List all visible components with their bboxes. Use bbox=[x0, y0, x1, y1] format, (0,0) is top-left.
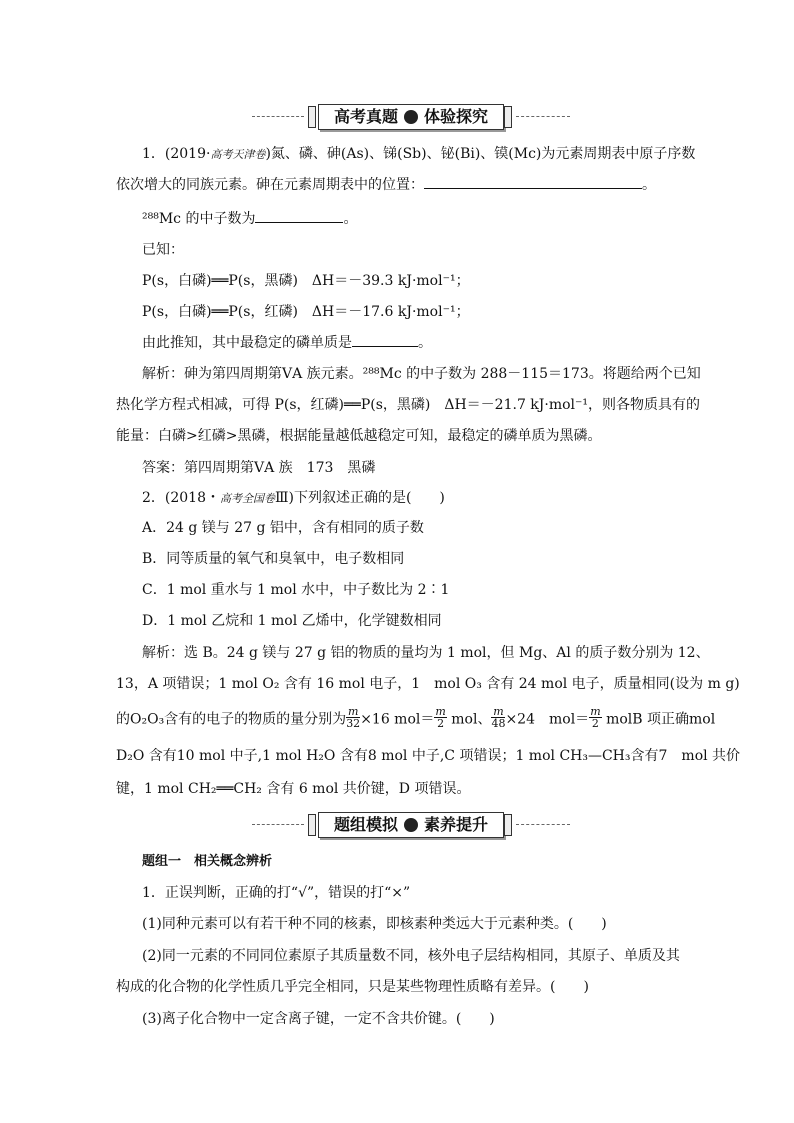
q1-answer: 答案：第四周期第ⅤA 族 173 黑磷 bbox=[142, 460, 376, 476]
fraction-m-2 bbox=[434, 706, 446, 729]
fraction-denominator: 2 bbox=[437, 717, 445, 730]
banner-dot-icon bbox=[404, 818, 418, 832]
q1-line7 bbox=[142, 332, 432, 353]
q1-analysis-1: 解析：砷为第四周期第ⅤA 族元素。²⁸⁸Mc 的中子数为 288－115＝173。将题给两个已知 bbox=[142, 366, 701, 382]
q1-line3-end: 。 bbox=[343, 211, 358, 227]
group-q1-s1[interactable]: (1)同种元素可以有若干种不同的核素，即核素种类远大于元素种类。( ) bbox=[142, 916, 607, 932]
q2-analysis-4: D₂O 含有10 mol 中子,1 mol H₂O 含有8 mol 中子,C 项错误；1 mol CH₃—CH₃含有7 mol 共价 bbox=[116, 748, 741, 764]
q1-analysis-3: 能量：白磷>红磷>黑磷，根据能量越低越稳定可知，最稳定的磷单质为黑磷。 bbox=[116, 428, 602, 444]
q2-line1 bbox=[142, 488, 445, 509]
banner-left-rule bbox=[252, 824, 304, 825]
q2-option-c[interactable]: C．1 mol 重水与 1 mol 水中，中子数比为 2∶1 bbox=[142, 582, 450, 598]
q2-option-b[interactable]: B．同等质量的氧气和臭氧中，电子数相同 bbox=[142, 551, 405, 567]
q2-analysis-3 bbox=[116, 705, 716, 731]
banner-subtitle: 体验探究 bbox=[424, 107, 489, 126]
q1-number: 1．(2019· bbox=[142, 146, 211, 162]
answer-blank-stable[interactable] bbox=[352, 332, 418, 347]
fraction-numerator: m bbox=[435, 705, 446, 718]
banner-right-rule bbox=[516, 824, 570, 825]
q1-equation-1: P(s，白磷)══P(s，黑磷) ΔH＝－39.3 kJ·mol⁻¹； bbox=[142, 273, 470, 289]
section-banner-exam bbox=[0, 104, 794, 130]
q1-analysis-2: 热化学方程式相减，可得 P(s，红磷)══P(s，黑磷) ΔH＝－21.7 kJ·mol⁻¹，则各物质具有的 bbox=[116, 397, 701, 413]
fraction-denominator: 32 bbox=[346, 717, 361, 730]
banner-dot-icon bbox=[404, 110, 418, 124]
q2-analysis-1: 解析：选 B。24 g 镁与 27 g 铝的物质的量均为 1 mol，但 Mg、Al 的质子数分别为 12、 bbox=[142, 645, 710, 661]
fraction-m-2b bbox=[589, 706, 601, 729]
fraction-numerator: m bbox=[347, 705, 359, 718]
q2-stem: Ⅲ)下列叙述正确的是( ) bbox=[275, 490, 445, 506]
banner-subtitle: 素养提升 bbox=[424, 815, 489, 834]
group-q1-s2a[interactable]: (2)同一元素的不同同位素原子其质量数不同，核外电子层结构相同，其原子、单质及其 bbox=[142, 948, 680, 964]
group-q1-s3[interactable]: (3)离子化合物中一定含离子键，一定不含共价键。( ) bbox=[142, 1011, 495, 1027]
fraction-denominator: 2 bbox=[591, 717, 599, 730]
banner-box bbox=[318, 812, 504, 838]
q1-line4: 已知： bbox=[142, 242, 184, 258]
banner-right-corner bbox=[504, 106, 512, 128]
group-q1-stem: 1．正误判断，正确的打“√”，错误的打“×” bbox=[142, 885, 411, 901]
q2-analysis-2: 13，A 项错误；1 mol O₂ 含有 16 mol 电子，1 mol O₃ 含有 24 mol 电子，质量相同(设为 m g) bbox=[116, 676, 740, 692]
banner-left-corner bbox=[308, 106, 316, 128]
q2-analysis-3-part2: ×16 mol＝ bbox=[360, 711, 435, 728]
q1-source: 高考天津卷 bbox=[210, 148, 266, 161]
q2-analysis-3-text: 的O₂O₃含有的电子的物质的量分别为 bbox=[116, 711, 347, 728]
q1-neutron-prompt: ²⁸⁸Mc 的中子数为 bbox=[142, 211, 256, 227]
q2-analysis-3-part3: mol、 bbox=[446, 711, 492, 728]
q2-source: 高考全国卷 bbox=[220, 492, 275, 505]
q1-line2-end: 。 bbox=[642, 177, 656, 193]
banner-left-corner bbox=[308, 814, 316, 836]
q1-line7-end: 。 bbox=[418, 335, 432, 351]
banner-box bbox=[318, 104, 504, 130]
q2-analysis-3-part5: molB 项正确mol bbox=[601, 711, 716, 728]
q1-stem-cont: 依次增大的同族元素。砷在元素周期表中的位置： bbox=[116, 177, 424, 193]
section-banner-practice bbox=[0, 812, 794, 838]
banner-title: 题组模拟 bbox=[333, 815, 398, 834]
q2-option-a[interactable]: A．24 g 镁与 27 g 铝中，含有相同的质子数 bbox=[142, 520, 424, 536]
q1-line2 bbox=[116, 174, 656, 195]
group-title: 题组一 相关概念辨析 bbox=[142, 854, 273, 869]
banner-left-rule bbox=[252, 116, 304, 117]
q1-stem: )氮、磷、砷(As)、锑(Sb)、铋(Bi)、镆(Mc)为元素周期表中原子序数 bbox=[265, 146, 696, 162]
q1-line1 bbox=[142, 144, 695, 165]
banner-right-rule bbox=[516, 116, 570, 117]
q2-option-d[interactable]: D．1 mol 乙烷和 1 mol 乙烯中，化学键数相同 bbox=[142, 613, 442, 629]
banner-title: 高考真题 bbox=[333, 107, 398, 126]
q1-equation-2: P(s，白磷)══P(s，红磷) ΔH＝－17.6 kJ·mol⁻¹； bbox=[142, 304, 470, 320]
answer-blank-neutrons[interactable] bbox=[255, 208, 343, 223]
fraction-denominator: 48 bbox=[491, 717, 506, 730]
fraction-numerator: m bbox=[493, 705, 504, 718]
q2-analysis-3-part4: ×24 mol＝ bbox=[505, 711, 590, 728]
fraction-m-48 bbox=[491, 706, 505, 729]
fraction-numerator: m bbox=[590, 705, 601, 718]
q2-analysis-5: 键，1 mol CH₂══CH₂ 含有 6 mol 共价键，D 项错误。 bbox=[116, 781, 471, 797]
q1-stable-prompt: 由此推知，其中最稳定的磷单质是 bbox=[142, 335, 352, 351]
q2-number: 2．(2018・ bbox=[142, 490, 220, 506]
banner-right-corner bbox=[504, 814, 512, 836]
group-q1-s2b: 构成的化合物的化学性质几乎完全相同，只是某些物理性质略有差异。( ) bbox=[116, 979, 589, 995]
answer-blank-position[interactable] bbox=[424, 174, 642, 189]
q1-line3 bbox=[142, 208, 357, 229]
fraction-m-32 bbox=[346, 706, 360, 729]
